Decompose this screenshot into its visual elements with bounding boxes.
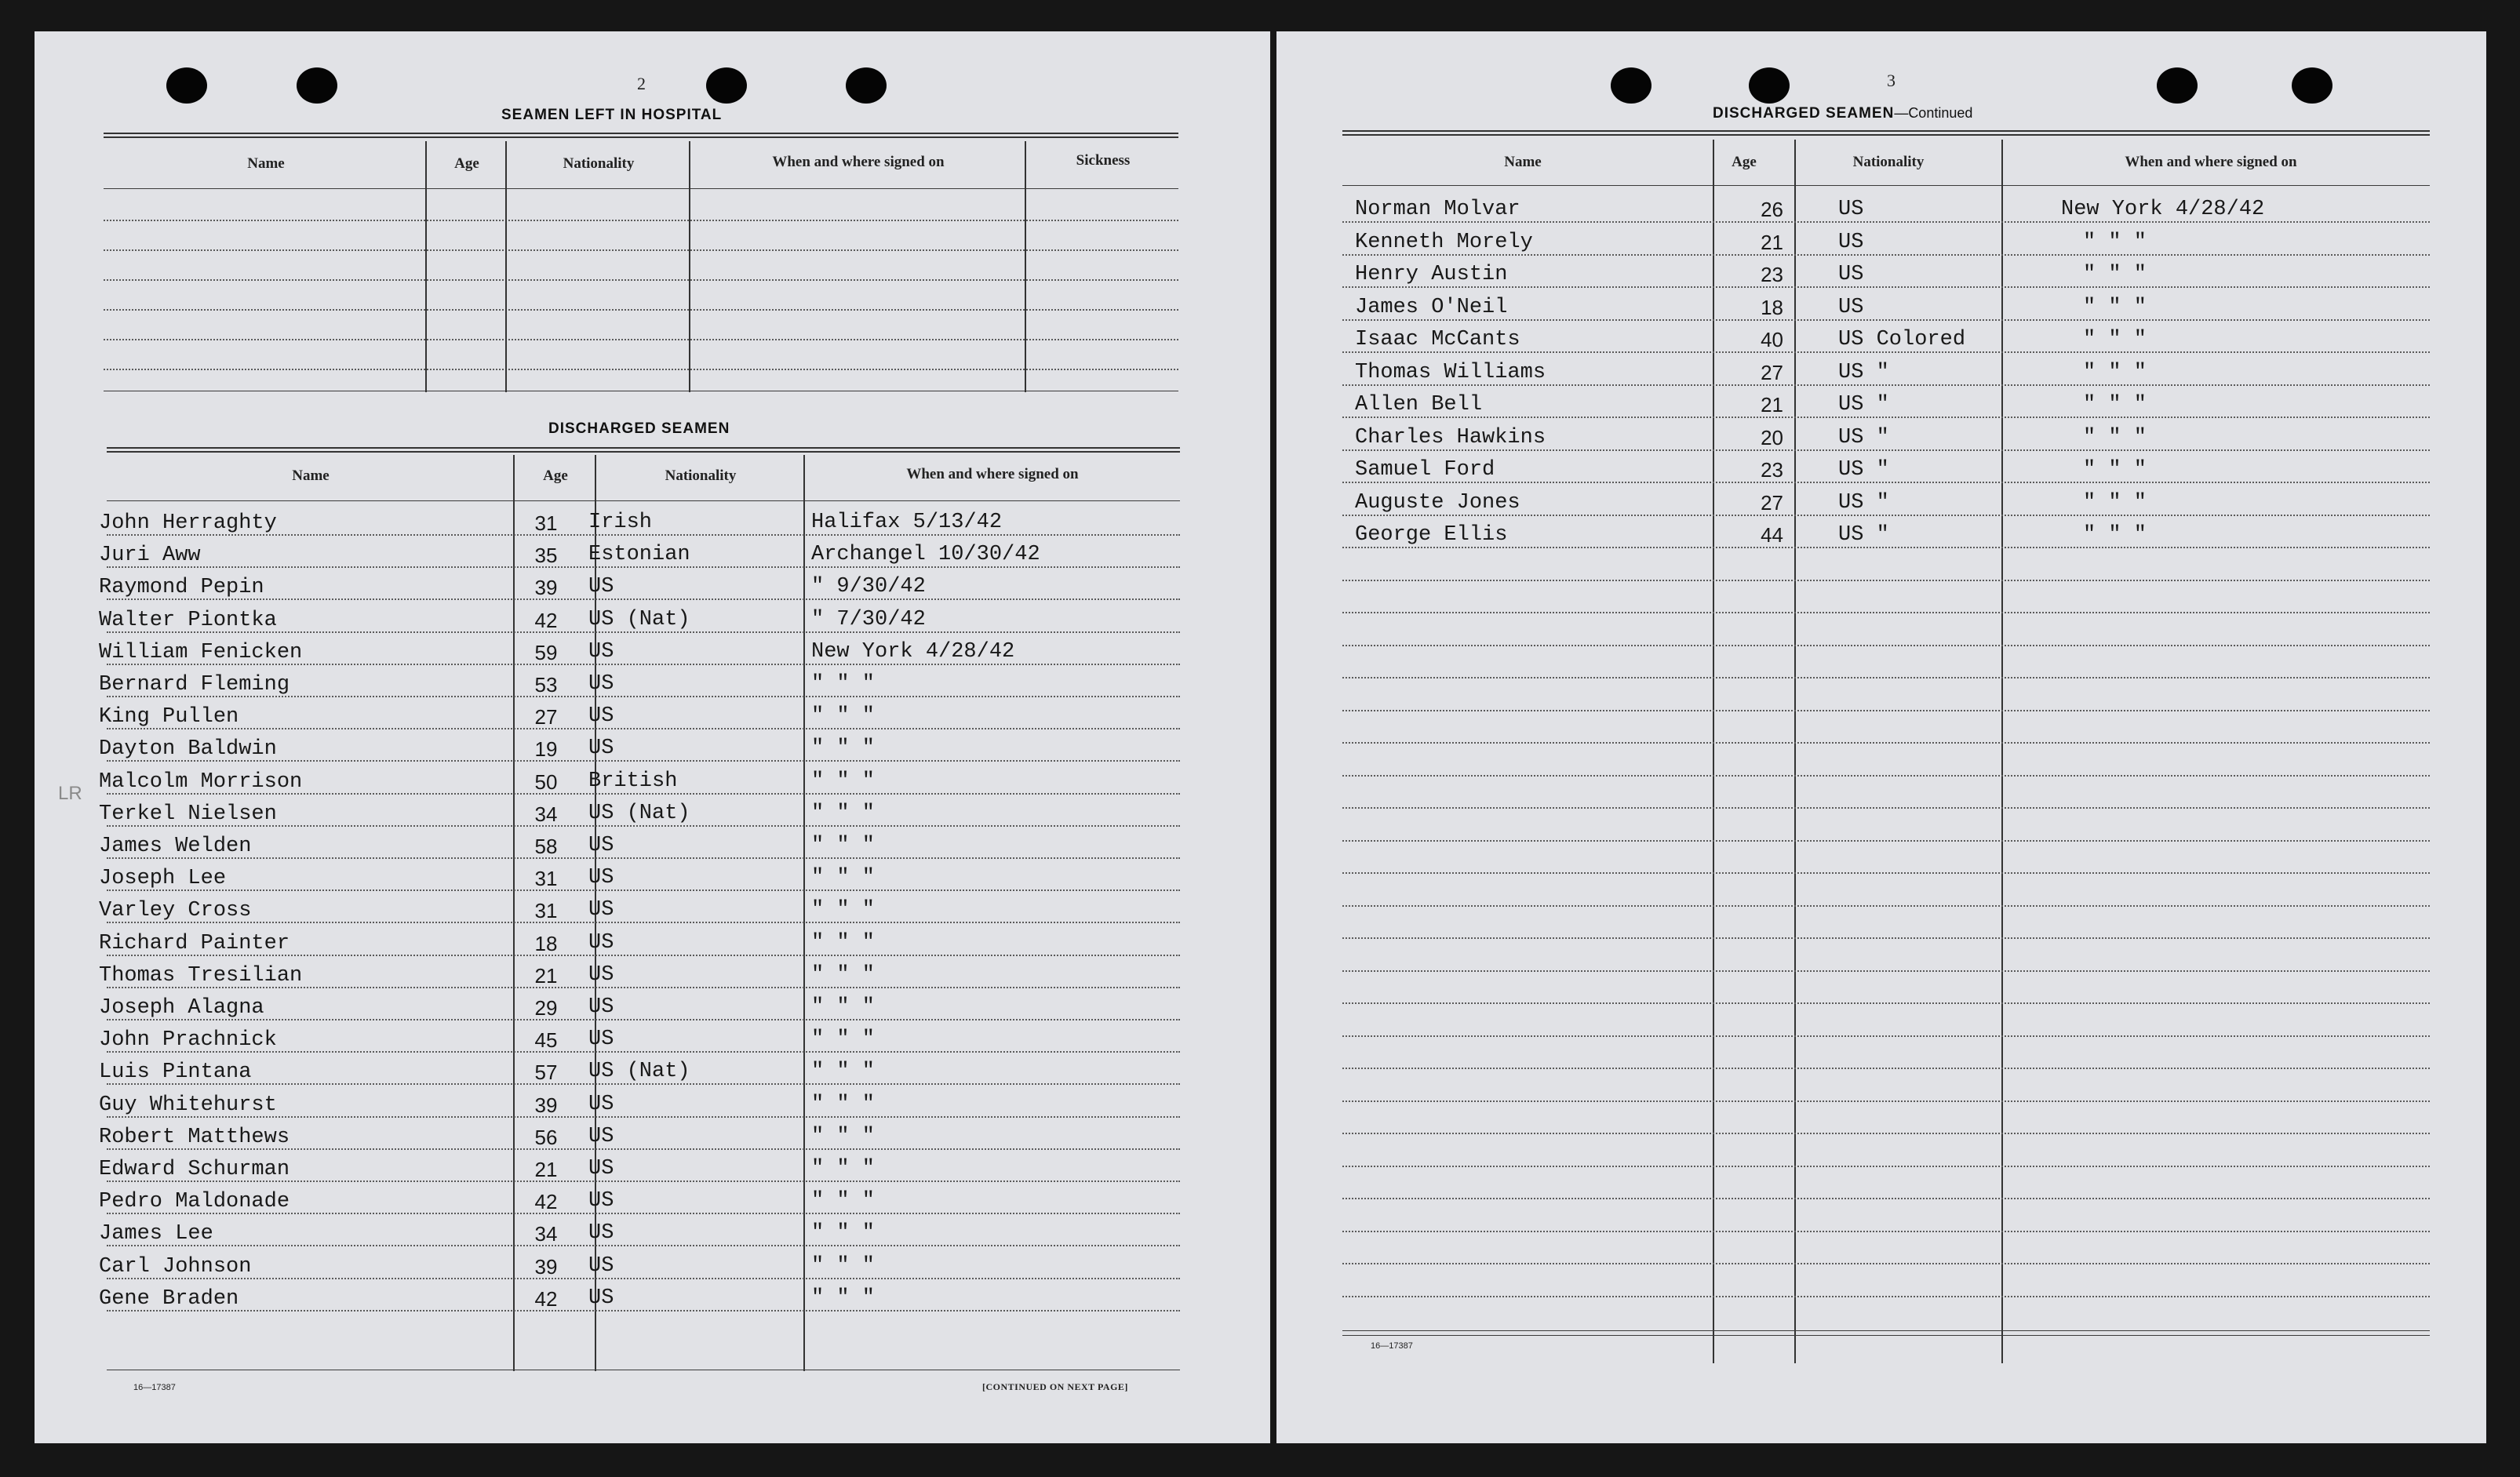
row-line: [107, 889, 1180, 891]
seaman-nationality: US: [588, 639, 614, 664]
row-line: [1342, 1296, 2430, 1297]
seaman-nationality: British: [588, 769, 678, 793]
row-line: [107, 857, 1180, 859]
seaman-name: Juri Aww: [99, 544, 201, 568]
seaman-signed-on: " " ": [811, 898, 876, 922]
row-line: [107, 825, 1180, 827]
row-line: [1342, 645, 2430, 646]
seaman-nationality: US ": [1838, 425, 1889, 449]
row-line: [107, 1083, 1180, 1085]
seaman-signed-on: " " ": [2083, 360, 2147, 384]
col-header-age: Age: [543, 467, 568, 484]
row-line: [1342, 580, 2430, 581]
binder-hole: [1611, 67, 1651, 104]
col-header-signed-on: When and where signed on: [772, 154, 945, 170]
seaman-nationality: US: [588, 1092, 614, 1116]
col-header-name: Name: [292, 467, 330, 484]
binder-hole: [2157, 67, 2198, 104]
seaman-age: 58: [534, 835, 558, 858]
row-line: [107, 793, 1180, 795]
seaman-name: Thomas Williams: [1355, 360, 1546, 384]
row-line: [1342, 905, 2430, 907]
seaman-age: 27: [1761, 360, 1783, 384]
seaman-name: George Ellis: [1355, 523, 1508, 547]
seaman-age: 23: [1761, 263, 1783, 286]
seaman-name: James O'Neil: [1355, 295, 1508, 319]
seaman-name: Raymond Pepin: [99, 576, 264, 600]
row-line: [1342, 1198, 2430, 1199]
row-line: [107, 1278, 1180, 1279]
seaman-name: Walter Piontka: [99, 608, 277, 632]
binder-hole: [706, 67, 747, 104]
seaman-name: John Prachnick: [99, 1028, 277, 1053]
seaman-signed-on: " " ": [811, 834, 876, 857]
seaman-name: King Pullen: [99, 705, 239, 729]
row-line: [1342, 254, 2430, 256]
seaman-signed-on: " " ": [811, 1124, 876, 1148]
seaman-age: 23: [1761, 458, 1783, 482]
seaman-nationality: US: [1838, 295, 1864, 319]
title-main: DISCHARGED SEAMEN: [1713, 105, 1895, 122]
col-header-age: Age: [454, 155, 479, 172]
seaman-signed-on: " " ": [811, 672, 876, 696]
hospital-section-title: SEAMEN LEFT IN HOSPITAL: [501, 107, 723, 123]
binder-hole: [166, 67, 207, 104]
seaman-name: Thomas Tresilian: [99, 963, 303, 988]
col-header-name: Name: [247, 155, 285, 172]
row-line: [1342, 840, 2430, 842]
seaman-name: William Fenicken: [99, 640, 303, 664]
binder-hole: [297, 67, 337, 104]
seaman-signed-on: " " ": [811, 1028, 876, 1052]
seaman-signed-on: " " ": [2083, 490, 2147, 515]
seaman-name: Robert Matthews: [99, 1125, 290, 1149]
discharged-section-title: DISCHARGED SEAMEN: [548, 420, 730, 437]
seaman-name: Varley Cross: [99, 899, 252, 923]
row-line: [107, 664, 1180, 665]
row-line: [1342, 286, 2430, 288]
seaman-signed-on: " 9/30/42: [811, 575, 926, 599]
seaman-nationality: US: [588, 930, 614, 955]
col-divider: [505, 141, 507, 392]
col-header-signed-on: When and where signed on: [906, 466, 1079, 482]
seaman-signed-on: " " ": [2083, 523, 2147, 547]
row-line: [1342, 1035, 2430, 1037]
seaman-age: 31: [534, 867, 558, 891]
row-line: [1342, 547, 2430, 548]
row-line: [107, 534, 1180, 536]
seaman-nationality: US: [588, 834, 614, 857]
seaman-signed-on: " " ": [2083, 328, 2147, 351]
binder-hole: [2292, 67, 2332, 104]
row-line: [107, 1310, 1180, 1311]
seaman-nationality: US: [588, 737, 614, 761]
seaman-age: 50: [534, 769, 558, 794]
seaman-nationality: US: [588, 1286, 614, 1310]
seaman-signed-on: " " ": [2083, 425, 2147, 449]
seaman-age: 42: [534, 1190, 558, 1214]
seaman-signed-on: " " ": [811, 1189, 876, 1213]
row-line: [107, 987, 1180, 988]
seaman-nationality: US: [588, 575, 614, 599]
row-line: [104, 279, 1178, 281]
left-page: [35, 31, 1270, 1443]
header-rule: [104, 188, 1178, 189]
seaman-name: Joseph Lee: [99, 867, 227, 891]
right-page: [1276, 31, 2486, 1443]
row-line: [1342, 449, 2430, 451]
seaman-age: 27: [534, 705, 558, 729]
seaman-nationality: US: [588, 704, 614, 729]
seaman-age: 21: [534, 963, 558, 988]
seaman-nationality: US: [588, 1124, 614, 1148]
seaman-nationality: US ": [1838, 490, 1889, 515]
row-line: [1342, 872, 2430, 874]
seaman-signed-on: Archangel 10/30/42: [811, 543, 1040, 567]
seaman-name: Carl Johnson: [99, 1254, 252, 1279]
seaman-age: 40: [1761, 328, 1783, 351]
row-line: [1342, 710, 2430, 711]
seaman-nationality: US (Nat): [588, 801, 690, 825]
seaman-signed-on: " " ": [811, 1092, 876, 1116]
row-line: [107, 696, 1180, 697]
seaman-nationality: US Colored: [1838, 328, 1966, 351]
seaman-age: 56: [534, 1125, 558, 1149]
seaman-name: Gene Braden: [99, 1286, 239, 1311]
page-number: 3: [1887, 71, 1895, 90]
row-line: [1342, 807, 2430, 809]
seaman-age: 31: [534, 899, 558, 923]
table-bottom-rule: [1342, 1335, 2430, 1336]
seaman-name: Isaac McCants: [1355, 328, 1520, 351]
seaman-name: Richard Painter: [99, 931, 290, 955]
row-line: [107, 1019, 1180, 1020]
seaman-nationality: US ": [1838, 458, 1889, 482]
row-line: [1342, 1231, 2430, 1232]
seaman-signed-on: " " ": [811, 1286, 876, 1310]
seaman-nationality: US: [1838, 230, 1864, 254]
seaman-nationality: US: [588, 1221, 614, 1246]
seaman-age: 26: [1761, 198, 1783, 221]
form-number: 16—17387: [133, 1383, 176, 1392]
row-line: [1342, 221, 2430, 223]
row-line: [107, 566, 1180, 568]
seaman-signed-on: " 7/30/42: [811, 607, 926, 631]
table-rule: [107, 447, 1180, 453]
row-line: [104, 220, 1178, 221]
row-line: [104, 339, 1178, 340]
header-rule: [107, 500, 1180, 501]
seaman-age: 18: [534, 931, 558, 955]
col-divider: [689, 141, 690, 392]
page-number: 2: [637, 74, 646, 93]
seaman-age: 34: [534, 802, 558, 826]
seaman-signed-on: " " ": [811, 1157, 876, 1181]
table-rule: [104, 133, 1178, 138]
seaman-age: 21: [1761, 393, 1783, 417]
seaman-nationality: US: [588, 1253, 614, 1278]
row-line: [104, 249, 1178, 251]
seaman-age: 20: [1761, 425, 1783, 449]
seaman-age: 31: [534, 511, 558, 535]
seaman-signed-on: " " ": [811, 866, 876, 890]
col-header-age: Age: [1732, 154, 1757, 170]
discharged-continued-title: [1713, 105, 1972, 122]
seaman-signed-on: " " ": [2083, 230, 2147, 254]
seaman-age: 29: [534, 996, 558, 1020]
binder-hole: [1749, 67, 1790, 104]
row-line: [1342, 1263, 2430, 1264]
seaman-nationality: US: [588, 1189, 614, 1213]
row-line: [1342, 482, 2430, 483]
row-line: [1342, 775, 2430, 777]
seaman-name: Auguste Jones: [1355, 490, 1520, 515]
seaman-name: Norman Molvar: [1355, 198, 1520, 221]
seaman-name: James Welden: [99, 835, 252, 858]
seaman-name: James Lee: [99, 1222, 213, 1246]
row-line: [104, 309, 1178, 311]
seaman-name: Dayton Baldwin: [99, 737, 277, 762]
seaman-nationality: US: [1838, 263, 1864, 286]
seaman-name: Terkel Nielsen: [99, 802, 277, 826]
row-line: [107, 760, 1180, 762]
seaman-signed-on: " " ": [2083, 393, 2147, 417]
seaman-name: Pedro Maldonade: [99, 1190, 290, 1214]
seaman-name: Charles Hawkins: [1355, 425, 1546, 449]
col-divider: [2001, 140, 2003, 1363]
header-rule: [1342, 185, 2430, 186]
continued-note: [CONTINUED ON NEXT PAGE]: [982, 1381, 1128, 1392]
seaman-nationality: US: [1838, 198, 1864, 221]
seaman-signed-on: New York 4/28/42: [811, 639, 1015, 664]
row-line: [107, 1116, 1180, 1118]
seaman-signed-on: " " ": [2083, 263, 2147, 286]
seaman-nationality: US (Nat): [588, 607, 690, 631]
seaman-nationality: US (Nat): [588, 1060, 690, 1084]
col-header-nationality: Nationality: [1852, 154, 1925, 170]
row-line: [107, 922, 1180, 923]
col-header-name: Name: [1504, 154, 1542, 170]
seaman-signed-on: " " ": [811, 962, 876, 987]
seaman-signed-on: " " ": [811, 930, 876, 955]
seaman-age: 57: [534, 1060, 558, 1085]
seaman-signed-on: " " ": [2083, 295, 2147, 319]
row-line: [1342, 1166, 2430, 1167]
row-line: [107, 1245, 1180, 1246]
col-divider: [425, 141, 427, 392]
binder-hole: [846, 67, 887, 104]
seaman-nationality: US: [588, 995, 614, 1019]
row-line: [1342, 1100, 2430, 1102]
seaman-nationality: US: [588, 898, 614, 922]
row-line: [1342, 319, 2430, 321]
col-divider: [1794, 140, 1796, 1363]
seaman-name: Guy Whitehurst: [99, 1093, 277, 1117]
seaman-nationality: US: [588, 672, 614, 696]
form-number: 16—17387: [1371, 1341, 1413, 1351]
seaman-nationality: US: [588, 962, 614, 987]
row-line: [1342, 970, 2430, 972]
seaman-age: 19: [534, 737, 558, 762]
seaman-age: 39: [534, 576, 558, 600]
seaman-signed-on: " " ": [811, 769, 876, 793]
seaman-signed-on: " " ": [811, 1221, 876, 1246]
seaman-age: 34: [534, 1222, 558, 1246]
col-divider: [803, 455, 805, 1371]
seaman-name: Samuel Ford: [1355, 458, 1495, 482]
row-line: [1342, 384, 2430, 386]
seaman-nationality: US: [588, 866, 614, 890]
seaman-signed-on: " " ": [811, 737, 876, 761]
row-line: [1342, 1002, 2430, 1004]
seaman-nationality: US ": [1838, 393, 1889, 417]
seaman-nationality: Estonian: [588, 543, 690, 567]
col-divider: [1713, 140, 1714, 1363]
seaman-signed-on: " " ": [811, 801, 876, 825]
row-line: [1342, 1068, 2430, 1069]
seaman-signed-on: " " ": [811, 704, 876, 729]
seaman-nationality: US ": [1838, 360, 1889, 384]
seaman-signed-on: " " ": [2083, 458, 2147, 482]
seaman-age: 21: [534, 1158, 558, 1181]
seaman-name: Kenneth Morely: [1355, 230, 1533, 254]
seaman-age: 45: [534, 1028, 558, 1053]
seaman-name: Joseph Alagna: [99, 996, 264, 1020]
row-line: [107, 1051, 1180, 1053]
col-header-signed-on: When and where signed on: [2125, 154, 2297, 170]
seaman-signed-on: " " ": [811, 1253, 876, 1278]
seaman-signed-on: Halifax 5/13/42: [811, 511, 1003, 534]
row-line: [107, 728, 1180, 729]
seaman-name: Edward Schurman: [99, 1158, 290, 1181]
seaman-age: 42: [534, 1286, 558, 1311]
seaman-nationality: US ": [1838, 523, 1889, 547]
seaman-name: Malcolm Morrison: [99, 769, 303, 794]
seaman-signed-on: " " ": [811, 995, 876, 1019]
seaman-age: 59: [534, 640, 558, 664]
seaman-nationality: Irish: [588, 511, 653, 534]
seaman-age: 44: [1761, 523, 1783, 547]
seaman-nationality: US: [588, 1028, 614, 1052]
row-line: [1342, 1133, 2430, 1134]
seaman-name: Henry Austin: [1355, 263, 1508, 286]
row-line: [104, 369, 1178, 370]
seaman-age: 21: [1761, 230, 1783, 254]
row-line: [107, 955, 1180, 956]
row-line: [107, 598, 1180, 600]
row-line: [107, 1181, 1180, 1182]
row-line: [1342, 515, 2430, 516]
seaman-age: 35: [534, 544, 558, 568]
margin-mark: LR: [58, 783, 82, 804]
seaman-age: 42: [534, 608, 558, 632]
col-header-sickness: Sickness: [1076, 152, 1131, 169]
row-line: [1342, 677, 2430, 678]
col-header-nationality: Nationality: [563, 155, 635, 172]
row-line: [107, 1213, 1180, 1214]
seaman-name: Bernard Fleming: [99, 673, 290, 697]
table-bottom-rule: [1342, 1330, 2430, 1331]
col-header-nationality: Nationality: [665, 467, 737, 484]
table-rule: [1342, 130, 2430, 136]
seaman-name: Allen Bell: [1355, 393, 1483, 417]
seaman-name: Luis Pintana: [99, 1060, 252, 1085]
row-line: [1342, 417, 2430, 418]
row-line: [1342, 742, 2430, 744]
title-suffix: —Continued: [1894, 105, 1973, 121]
row-line: [1342, 351, 2430, 353]
seaman-signed-on: " " ": [811, 1060, 876, 1084]
seaman-age: 27: [1761, 490, 1783, 515]
row-line: [1342, 612, 2430, 613]
seaman-name: John Herraghty: [99, 511, 277, 535]
row-line: [1342, 937, 2430, 939]
seaman-age: 39: [534, 1093, 558, 1117]
seaman-age: 39: [534, 1254, 558, 1279]
row-line: [107, 1148, 1180, 1150]
seaman-age: 18: [1761, 295, 1783, 319]
seaman-nationality: US: [588, 1157, 614, 1181]
col-divider: [1025, 141, 1026, 392]
seaman-age: 53: [534, 673, 558, 697]
row-line: [107, 631, 1180, 633]
seaman-signed-on: New York 4/28/42: [2061, 198, 2265, 221]
